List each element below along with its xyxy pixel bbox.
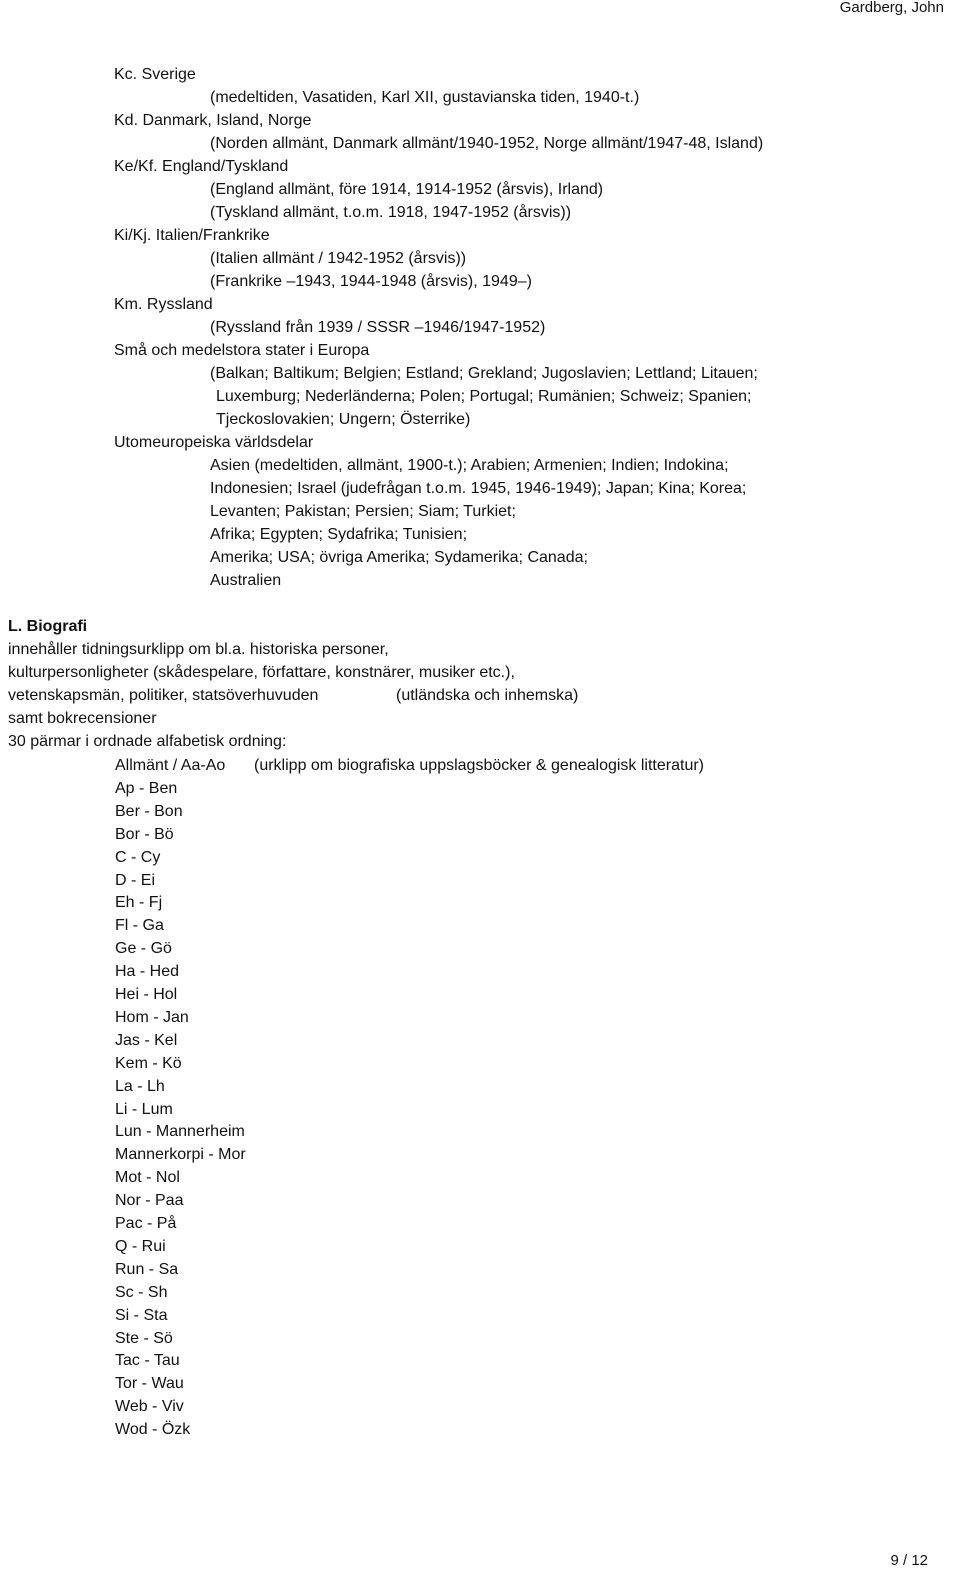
binder-range: Fl - Ga <box>115 917 164 935</box>
binder-range: Bor - Bö <box>115 825 174 843</box>
country-heading: Utomeuropeiska världsdelar <box>114 434 314 451</box>
country-detail: (Frankrike –1943, 1944-1948 (årsvis), 1949–) <box>210 273 532 290</box>
intro-line: vetenskapsmän, politiker, statsöverhuvuden <box>8 687 319 704</box>
country-detail: Australien <box>210 572 282 589</box>
binder-range: Eh - Fj <box>115 894 163 912</box>
binder-range: Sc - Sh <box>115 1283 168 1301</box>
binder-range: Ge - Gö <box>115 940 172 958</box>
binder-range: Q - Rui <box>115 1237 166 1255</box>
country-detail: (medeltiden, Vasatiden, Karl XII, gustavianska tiden, 1940-t.) <box>210 89 640 106</box>
binder-range: Ber - Bon <box>115 802 183 820</box>
country-detail: (Balkan; Baltikum; Belgien; Estland; Grekland; Jugoslavien; Lettland; Litauen; <box>210 365 758 382</box>
country-detail: (England allmänt, före 1914, 1914-1952 (årsvis), Irland) <box>210 181 604 198</box>
country-heading: Ki/Kj. Italien/Frankrike <box>114 227 270 244</box>
intro-line: innehåller tidningsurklipp om bl.a. historiska personer, <box>8 641 389 658</box>
country-detail: Tjeckoslovakien; Ungern; Österrike) <box>216 411 471 428</box>
country-heading: Ke/Kf. England/Tyskland <box>114 158 289 175</box>
binder-range: Wod - Özk <box>115 1421 191 1439</box>
binder-range: Ha - Hed <box>115 963 180 981</box>
binder-range: Si - Sta <box>115 1306 168 1324</box>
country-detail: Amerika; USA; övriga Amerika; Sydamerika; Canada; <box>210 549 588 566</box>
country-heading: Kd. Danmark, Island, Norge <box>114 112 312 129</box>
country-detail: (Norden allmänt, Danmark allmänt/1940-1952, Norge allmänt/1947-48, Island) <box>210 135 764 152</box>
country-detail: Afrika; Egypten; Sydafrika; Tunisien; <box>210 526 468 543</box>
country-detail: (Italien allmänt / 1942-1952 (årsvis)) <box>210 250 467 267</box>
first-range-note: (urklipp om biografiska uppslagsböcker & genealogisk litteratur) <box>254 757 704 774</box>
binder-range: Jas - Kel <box>115 1031 178 1049</box>
binder-range: Mot - Nol <box>115 1169 180 1187</box>
country-heading: Små och medelstora stater i Europa <box>114 342 370 359</box>
country-detail: (Tyskland allmänt, t.o.m. 1918, 1947-1952 (årsvis)) <box>210 204 572 221</box>
binder-range: Lun - Mannerheim <box>115 1123 245 1141</box>
page-number: 9 / 12 <box>890 1552 928 1569</box>
binder-range: La - Lh <box>115 1077 165 1095</box>
binder-range: Allmänt / Aa-Ao <box>115 757 226 774</box>
binder-range: Web - Viv <box>115 1398 184 1416</box>
country-heading: Km. Ryssland <box>114 296 213 313</box>
binder-range: Tac - Tau <box>115 1352 180 1370</box>
binder-range: Li - Lum <box>115 1100 173 1118</box>
binder-range: Ap - Ben <box>115 779 178 797</box>
binder-range: Mannerkorpi - Mor <box>115 1146 246 1164</box>
author-header: Gardberg, John <box>839 0 944 16</box>
binder-range: Tor - Wau <box>115 1375 184 1393</box>
binder-range: D - Ei <box>115 871 155 889</box>
country-detail: (Ryssland från 1939 / SSSR –1946/1947-1952) <box>210 319 546 336</box>
intro-note: (utländska och inhemska) <box>396 687 579 704</box>
binder-range: Ste - Sö <box>115 1329 173 1347</box>
country-detail: Levanten; Pakistan; Persien; Siam; Turkiet; <box>210 503 516 520</box>
country-detail: Luxemburg; Nederländerna; Polen; Portugal; Rumänien; Schweiz; Spanien; <box>216 388 752 405</box>
intro-line: samt bokrecensioner <box>8 710 157 727</box>
binder-range: Pac - På <box>115 1215 177 1232</box>
biografi-title: L. Biografi <box>8 618 88 635</box>
country-detail: Indonesien; Israel (judefrågan t.o.m. 1945, 1946-1949); Japan; Kina; Korea; <box>210 480 747 497</box>
binder-range: C - Cy <box>115 848 161 866</box>
binder-range: Hom - Jan <box>115 1008 189 1026</box>
binder-range: Run - Sa <box>115 1260 179 1278</box>
country-heading: Kc. Sverige <box>114 66 196 83</box>
intro-line: kulturpersonligheter (skådespelare, författare, konstnärer, musiker etc.), <box>8 664 515 681</box>
binder-range: Nor - Paa <box>115 1192 184 1210</box>
binder-range: Hei - Hol <box>115 986 178 1003</box>
binder-range: Kem - Kö <box>115 1054 182 1072</box>
intro-line: 30 pärmar i ordnade alfabetisk ordning: <box>8 733 287 750</box>
country-detail: Asien (medeltiden, allmänt, 1900-t.); Arabien; Armenien; Indien; Indokina; <box>210 457 729 474</box>
